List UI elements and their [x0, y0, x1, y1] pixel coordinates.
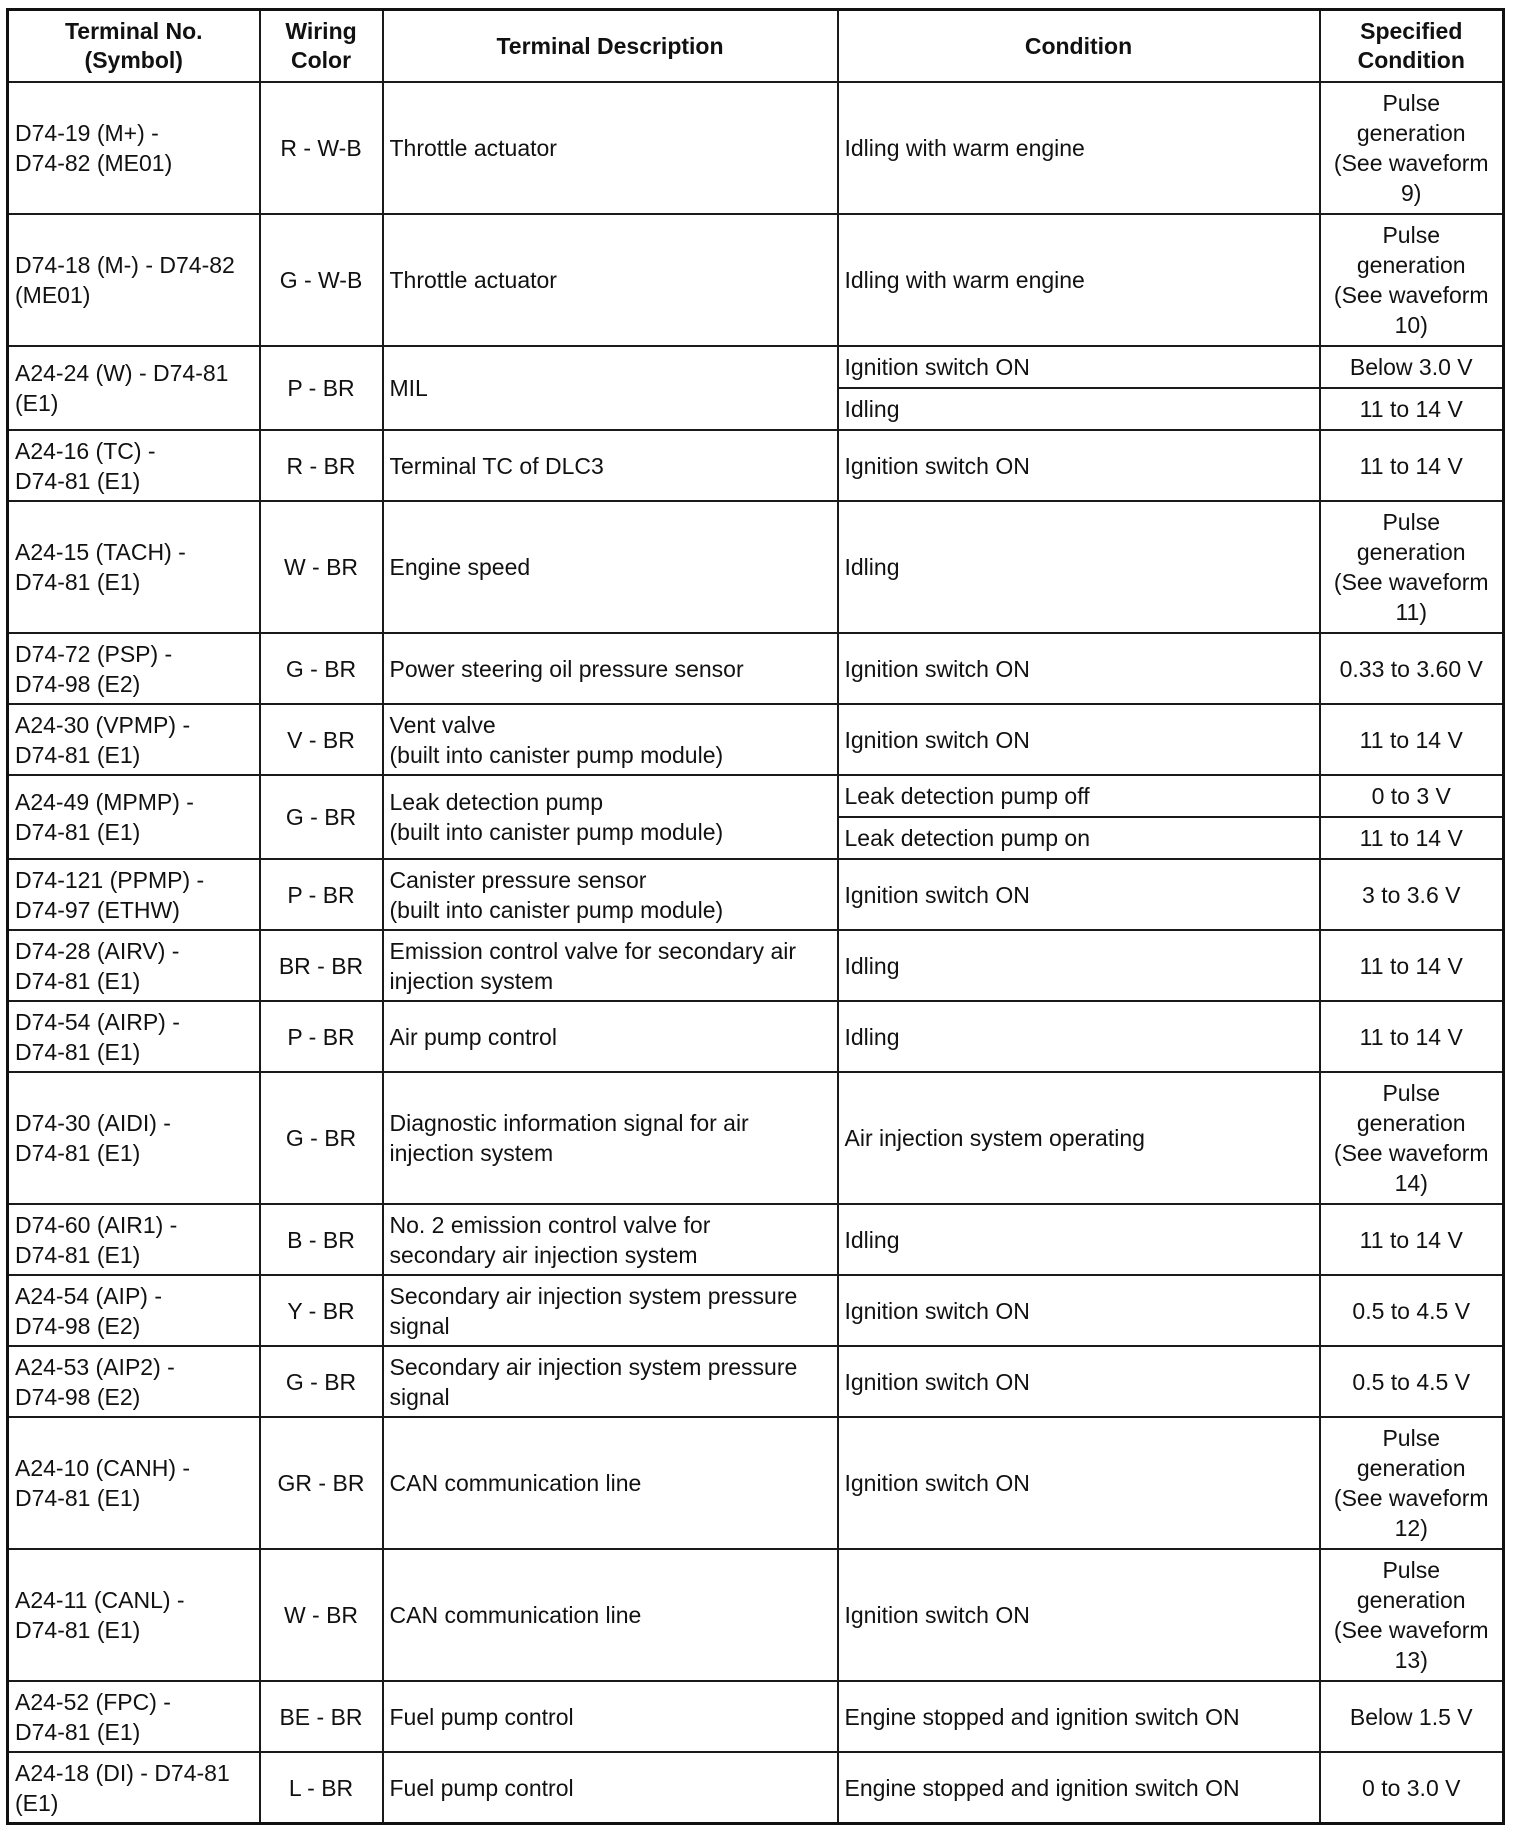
description-cell	[383, 1204, 838, 1275]
specified-condition-cell	[1320, 930, 1504, 1001]
terminal-cell-line: D74-98 (E2)	[15, 1312, 141, 1339]
table-row	[8, 1417, 1504, 1549]
terminal-cell-line: D74-81 (E1)	[15, 819, 141, 845]
terminal-cell-line: A24-16 (TC) -	[15, 437, 156, 464]
wiring-color-cell: BR - BR	[260, 930, 383, 1001]
specified-condition-cell: 11 to 14 V	[1320, 817, 1504, 859]
specified-condition-cell-line: Below 1.5 V	[1349, 1703, 1473, 1730]
description-cell	[383, 930, 838, 1001]
terminal-cell	[8, 1681, 260, 1752]
specified-condition-cell-line: 14)	[1394, 1170, 1428, 1196]
terminal-cell	[8, 82, 260, 214]
table-row	[8, 775, 1504, 817]
specified-condition-cell-line: Pulse	[1382, 509, 1441, 535]
terminal-cell-line: A24-54 (AIP) -	[15, 1282, 162, 1309]
specified-condition-cell-line: 11 to 14 V	[1359, 452, 1463, 479]
description-cell	[383, 775, 838, 859]
terminal-cell-line: D74-60 (AIR1) -	[15, 1211, 178, 1238]
description-cell-line: Secondary air injection system pressure	[389, 1282, 798, 1309]
table-row	[8, 1549, 1504, 1681]
specified-condition-cell	[1320, 214, 1504, 346]
terminal-cell	[8, 859, 260, 930]
terminal-cell-line: D74-98 (E2)	[15, 670, 141, 697]
specified-condition-cell-line: 11 to 14 V	[1359, 1226, 1463, 1253]
terminal-cell-line: A24-30 (VPMP) -	[15, 711, 191, 738]
terminal-cell	[8, 346, 260, 430]
ecm-terminal-table	[6, 8, 1505, 1825]
specified-condition-cell-line: Pulse	[1382, 222, 1441, 248]
wiring-color-cell: P - BR	[260, 859, 383, 930]
specified-condition-cell: Below 3.0 V	[1320, 346, 1504, 388]
description-cell	[383, 859, 838, 930]
terminal-cell-line: D74-28 (AIRV) -	[15, 937, 180, 964]
terminal-cell-line: A24-53 (AIP2) -	[15, 1353, 175, 1380]
description-cell	[383, 1549, 838, 1681]
description-cell-line: Vent valve	[389, 711, 496, 738]
specified-condition-cell	[1320, 633, 1504, 704]
specified-condition-cell	[1320, 1204, 1504, 1275]
condition-cell: Ignition switch ON	[838, 704, 1320, 775]
description-cell	[383, 1681, 838, 1752]
specified-condition-cell	[1320, 859, 1504, 930]
specified-condition-cell-line: generation	[1356, 1587, 1466, 1613]
condition-cell: Idling	[838, 501, 1320, 633]
terminal-cell	[8, 1549, 260, 1681]
description-cell	[383, 1346, 838, 1417]
terminal-cell	[8, 501, 260, 633]
table-row	[8, 1275, 1504, 1346]
description-cell-line: (built into canister pump module)	[389, 741, 724, 768]
specified-condition-cell-line: (See waveform	[1333, 1617, 1489, 1643]
specified-condition-cell-line: 3 to 3.6 V	[1362, 881, 1461, 908]
terminal-cell	[8, 1417, 260, 1549]
description-cell-line: Power steering oil pressure sensor	[389, 655, 744, 682]
specified-condition-cell	[1320, 1275, 1504, 1346]
specified-condition-cell-line: 11)	[1395, 599, 1428, 625]
terminal-cell	[8, 214, 260, 346]
condition-cell: Engine stopped and ignition switch ON	[838, 1681, 1320, 1752]
terminal-cell-line: D74-81 (E1)	[15, 1038, 141, 1065]
specified-condition-cell-line: Pulse	[1382, 1557, 1441, 1583]
table-row	[8, 1752, 1504, 1824]
terminal-cell	[8, 1072, 260, 1204]
specified-condition-cell-line: generation	[1356, 252, 1466, 278]
terminal-cell-line: D74-98 (E2)	[15, 1383, 141, 1410]
wiring-color-cell: P - BR	[260, 346, 383, 430]
terminal-cell-line: D74-18 (M-) - D74-82	[15, 252, 235, 278]
terminal-cell-line: D74-97 (ETHW)	[15, 896, 180, 923]
description-cell-line: Leak detection pump	[389, 789, 604, 815]
description-cell-line: MIL	[389, 375, 428, 401]
specified-condition-cell-line: generation	[1356, 120, 1466, 146]
description-cell	[383, 1752, 838, 1824]
wiring-color-cell: G - BR	[260, 775, 383, 859]
header-condition: Condition	[838, 10, 1320, 83]
description-cell	[383, 704, 838, 775]
table-row	[8, 633, 1504, 704]
specified-condition-cell-line: (See waveform	[1333, 282, 1489, 308]
description-cell	[383, 1072, 838, 1204]
table-row	[8, 430, 1504, 501]
wiring-color-cell: L - BR	[260, 1752, 383, 1824]
terminal-cell-line: D74-81 (E1)	[15, 1241, 141, 1268]
condition-cell: Leak detection pump on	[838, 817, 1320, 859]
description-cell-line: No. 2 emission control valve for	[389, 1211, 711, 1238]
terminal-cell	[8, 1346, 260, 1417]
table-row	[8, 1204, 1504, 1275]
terminal-cell-line: D74-81 (E1)	[15, 1617, 141, 1643]
condition-cell: Idling	[838, 1204, 1320, 1275]
terminal-cell-line: D74-81 (E1)	[15, 569, 141, 595]
specified-condition-cell-line: 0.5 to 4.5 V	[1352, 1368, 1471, 1395]
wiring-color-cell: BE - BR	[260, 1681, 383, 1752]
specified-condition-cell: 0 to 3 V	[1320, 775, 1504, 817]
specified-condition-cell-line: 0.33 to 3.60 V	[1339, 655, 1483, 682]
terminal-cell-line: A24-52 (FPC) -	[15, 1688, 171, 1715]
description-cell-line: Secondary air injection system pressure	[389, 1353, 798, 1380]
description-cell-line: Throttle actuator	[389, 267, 557, 293]
description-cell	[383, 346, 838, 430]
terminal-cell-line: D74-81 (E1)	[15, 1718, 141, 1745]
wiring-color-cell: GR - BR	[260, 1417, 383, 1549]
table-row	[8, 859, 1504, 930]
description-cell-line: secondary air injection system	[389, 1241, 698, 1268]
condition-cell: Leak detection pump off	[838, 775, 1320, 817]
table-row	[8, 346, 1504, 388]
terminal-cell-line: D74-72 (PSP) -	[15, 640, 173, 667]
specified-condition-cell	[1320, 1417, 1504, 1549]
wiring-color-cell: G - W-B	[260, 214, 383, 346]
wiring-color-cell: W - BR	[260, 501, 383, 633]
terminal-cell-line: D74-81 (E1)	[15, 1485, 141, 1511]
table-row	[8, 1001, 1504, 1072]
specified-condition-cell-line: generation	[1356, 539, 1466, 565]
specified-condition-cell	[1320, 82, 1504, 214]
header-terminal-description: Terminal Description	[383, 10, 838, 83]
terminal-cell-line: D74-81 (E1)	[15, 967, 141, 994]
description-cell	[383, 1417, 838, 1549]
terminal-cell-line: D74-121 (PPMP) -	[15, 866, 205, 893]
wiring-color-cell: B - BR	[260, 1204, 383, 1275]
description-cell-line: signal	[389, 1312, 450, 1339]
condition-cell: Idling	[838, 388, 1320, 430]
specified-condition-cell-line: 10)	[1394, 312, 1428, 338]
specified-condition-cell-line: 9)	[1401, 180, 1422, 206]
table-row	[8, 214, 1504, 346]
terminal-cell-line: A24-49 (MPMP) -	[15, 789, 194, 815]
terminal-cell-line: A24-24 (W) - D74-81	[15, 360, 229, 386]
specified-condition-cell-line: Pulse	[1382, 1080, 1441, 1106]
specified-condition-cell	[1320, 1346, 1504, 1417]
table-row	[8, 82, 1504, 214]
terminal-cell	[8, 1275, 260, 1346]
specified-condition-cell-line: 12)	[1394, 1515, 1428, 1541]
description-cell-line: injection system	[389, 1140, 554, 1166]
terminal-cell-line: (ME01)	[15, 282, 91, 308]
specified-condition-cell-line: 11 to 14 V	[1359, 726, 1463, 753]
specified-condition-cell	[1320, 704, 1504, 775]
wiring-color-cell: G - BR	[260, 633, 383, 704]
description-cell-line: Air pump control	[389, 1023, 557, 1050]
header-specified-condition: Specified Condition	[1320, 10, 1504, 83]
terminal-cell-line: D74-30 (AIDI) -	[15, 1110, 171, 1136]
description-cell	[383, 633, 838, 704]
description-cell-line: Fuel pump control	[389, 1703, 574, 1730]
terminal-cell	[8, 633, 260, 704]
terminal-cell-line: A24-10 (CANH) -	[15, 1455, 191, 1481]
terminal-cell-line: D74-54 (AIRP) -	[15, 1008, 180, 1035]
specified-condition-cell-line: (See waveform	[1333, 1485, 1489, 1511]
terminal-cell-line: D74-81 (E1)	[15, 741, 141, 768]
table-row	[8, 1346, 1504, 1417]
description-cell	[383, 501, 838, 633]
specified-condition-cell	[1320, 1001, 1504, 1072]
wiring-color-cell: R - BR	[260, 430, 383, 501]
terminal-cell-line: (E1)	[15, 390, 59, 416]
header-terminal: Terminal No. (Symbol)	[8, 10, 260, 83]
terminal-cell-line: (E1)	[15, 1789, 59, 1816]
specified-condition-cell-line: generation	[1356, 1110, 1466, 1136]
header-row	[8, 10, 1504, 83]
terminal-cell-line: D74-19 (M+) -	[15, 120, 159, 146]
terminal-cell-line: D74-81 (E1)	[15, 467, 141, 494]
specified-condition-cell	[1320, 1752, 1504, 1824]
terminal-cell	[8, 1204, 260, 1275]
description-cell-line: CAN communication line	[389, 1602, 642, 1628]
specified-condition-cell-line: 0.5 to 4.5 V	[1352, 1297, 1471, 1324]
wiring-color-cell: G - BR	[260, 1072, 383, 1204]
specified-condition-cell	[1320, 501, 1504, 633]
wiring-color-cell: Y - BR	[260, 1275, 383, 1346]
wiring-color-cell: W - BR	[260, 1549, 383, 1681]
specified-condition-cell-line: 0 to 3.0 V	[1362, 1774, 1461, 1801]
condition-cell: Ignition switch ON	[838, 633, 1320, 704]
condition-cell: Ignition switch ON	[838, 859, 1320, 930]
description-cell-line: Canister pressure sensor	[389, 866, 647, 893]
condition-cell: Ignition switch ON	[838, 1275, 1320, 1346]
condition-cell: Ignition switch ON	[838, 430, 1320, 501]
condition-cell: Engine stopped and ignition switch ON	[838, 1752, 1320, 1824]
condition-cell: Idling	[838, 930, 1320, 1001]
description-cell-line: injection system	[389, 967, 554, 994]
description-cell-line: (built into canister pump module)	[389, 896, 724, 923]
description-cell-line: Diagnostic information signal for air	[389, 1110, 749, 1136]
condition-cell: Ignition switch ON	[838, 346, 1320, 388]
condition-cell: Ignition switch ON	[838, 1417, 1320, 1549]
specified-condition-cell-line: generation	[1356, 1455, 1466, 1481]
terminal-cell	[8, 430, 260, 501]
table-row	[8, 501, 1504, 633]
specified-condition-cell-line: (See waveform	[1333, 150, 1489, 176]
table-row	[8, 930, 1504, 1001]
specified-condition-cell-line: Pulse	[1382, 1425, 1441, 1451]
specified-condition-cell	[1320, 1681, 1504, 1752]
specified-condition-cell-line: 13)	[1394, 1647, 1428, 1673]
description-cell-line: Fuel pump control	[389, 1774, 574, 1801]
terminal-cell	[8, 775, 260, 859]
specified-condition-cell	[1320, 1549, 1504, 1681]
description-cell-line: Terminal TC of DLC3	[389, 452, 604, 479]
specified-condition-cell	[1320, 430, 1504, 501]
terminal-cell-line: D74-81 (E1)	[15, 1140, 141, 1166]
description-cell	[383, 1001, 838, 1072]
description-cell-line: CAN communication line	[389, 1470, 642, 1496]
description-cell-line: Engine speed	[389, 554, 531, 580]
description-cell	[383, 1275, 838, 1346]
specified-condition-cell	[1320, 1072, 1504, 1204]
specified-condition-cell-line: Pulse	[1382, 90, 1441, 116]
description-cell-line: (built into canister pump module)	[389, 819, 724, 845]
condition-cell: Idling	[838, 1001, 1320, 1072]
terminal-cell	[8, 930, 260, 1001]
specified-condition-cell-line: 11 to 14 V	[1359, 1023, 1463, 1050]
wiring-color-cell: V - BR	[260, 704, 383, 775]
terminal-cell	[8, 704, 260, 775]
table-body	[8, 82, 1504, 1824]
terminal-cell-line: A24-18 (DI) - D74-81	[15, 1759, 230, 1786]
terminal-table-container	[6, 8, 1505, 1825]
description-cell	[383, 214, 838, 346]
description-cell-line: signal	[389, 1383, 450, 1410]
specified-condition-cell-line: (See waveform	[1333, 569, 1489, 595]
terminal-cell-line: A24-11 (CANL) -	[15, 1587, 185, 1613]
condition-cell: Idling with warm engine	[838, 214, 1320, 346]
wiring-color-cell: P - BR	[260, 1001, 383, 1072]
specified-condition-cell-line: (See waveform	[1333, 1140, 1489, 1166]
table-row	[8, 1072, 1504, 1204]
description-cell	[383, 430, 838, 501]
terminal-cell-line: A24-15 (TACH) -	[15, 539, 186, 565]
header-wiring-color: Wiring Color	[260, 10, 383, 83]
terminal-cell	[8, 1001, 260, 1072]
description-cell-line: Throttle actuator	[389, 135, 557, 161]
description-cell	[383, 82, 838, 214]
table-row	[8, 704, 1504, 775]
wiring-color-cell: R - W-B	[260, 82, 383, 214]
specified-condition-cell-line: 11 to 14 V	[1359, 952, 1463, 979]
description-cell-line: Emission control valve for secondary air	[389, 937, 796, 964]
table-row	[8, 1681, 1504, 1752]
condition-cell: Ignition switch ON	[838, 1549, 1320, 1681]
condition-cell: Air injection system operating	[838, 1072, 1320, 1204]
specified-condition-cell: 11 to 14 V	[1320, 388, 1504, 430]
condition-cell: Ignition switch ON	[838, 1346, 1320, 1417]
wiring-color-cell: G - BR	[260, 1346, 383, 1417]
condition-cell: Idling with warm engine	[838, 82, 1320, 214]
terminal-cell	[8, 1752, 260, 1824]
terminal-cell-line: D74-82 (ME01)	[15, 150, 173, 176]
